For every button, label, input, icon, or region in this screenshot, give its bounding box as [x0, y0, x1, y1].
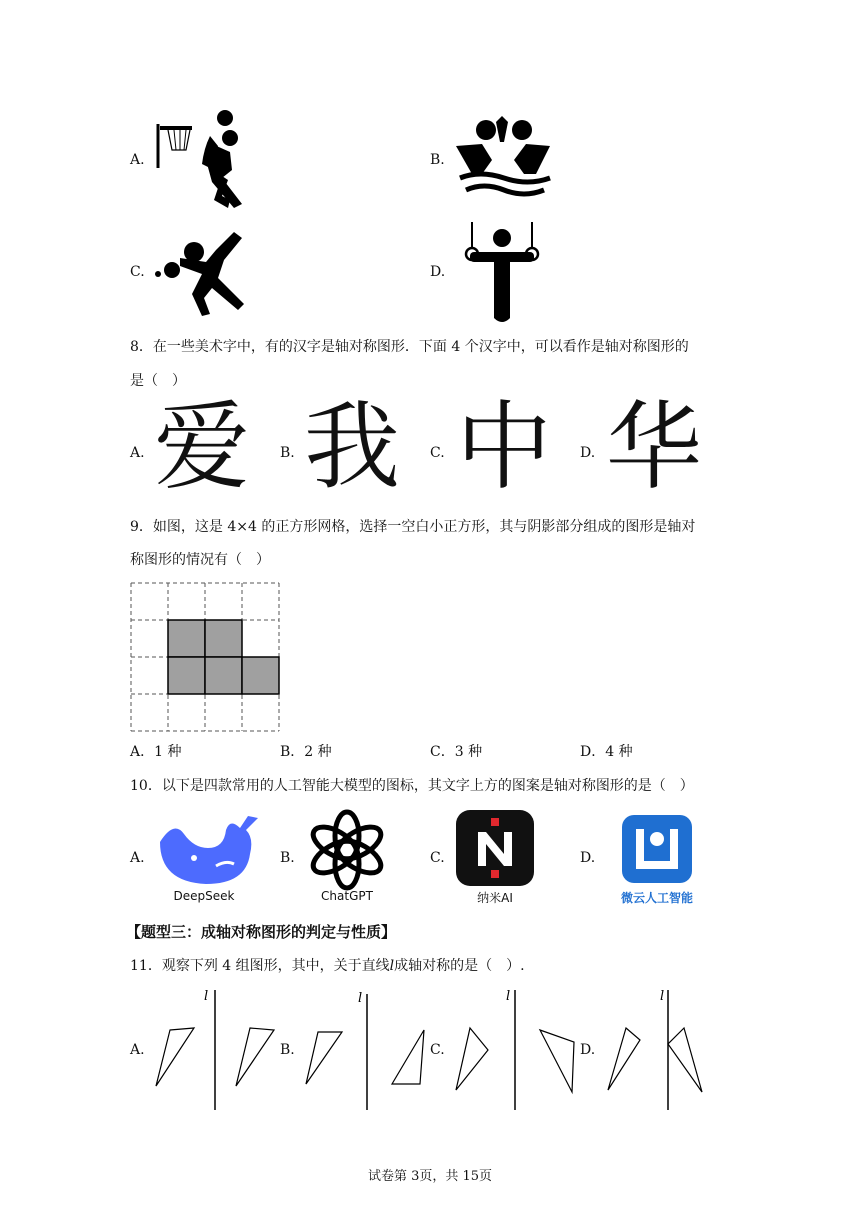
q10-option-a-label: A.	[130, 850, 145, 866]
q9-option-c: C．3 种	[430, 744, 483, 760]
grid-shaded-cell	[205, 620, 242, 657]
grid-shaded-cell	[168, 657, 205, 694]
q11-d-line-label: l	[660, 989, 665, 1004]
q11-figure-c	[450, 988, 580, 1112]
q8-stem-line1: 8．在一些美术字中，有的汉字是轴对称图形．下面 4 个汉字中，可以看作是轴对称图形的	[130, 339, 689, 355]
q8-option-b-label: B.	[280, 445, 295, 461]
q7-option-b-label: B.	[430, 152, 445, 168]
grid-shaded-cell	[242, 657, 279, 694]
q7-option-c-label: C.	[130, 264, 145, 280]
q7-option-a-label: A.	[130, 152, 145, 168]
q10-option-c-label: C.	[430, 850, 445, 866]
q11-stem	[130, 956, 525, 976]
basketball-player-icon	[152, 108, 262, 212]
q8-option-b-char: 我	[304, 391, 400, 503]
q10-option-d-label: D.	[580, 850, 596, 866]
q11-figure-b	[300, 988, 430, 1112]
q8-option-a-label: A.	[130, 445, 145, 461]
q11-figure-a	[150, 988, 280, 1112]
weiyun-ai-icon	[622, 815, 692, 883]
q11-option-a-label: A.	[130, 1042, 145, 1058]
q9-option-d: D．4 种	[580, 744, 633, 760]
q11-option-b-label: B.	[280, 1042, 295, 1058]
section-heading: 【题型三：成轴对称图形的判定与性质】	[126, 923, 397, 941]
water-polo-icon	[452, 116, 562, 206]
q8-option-d-char: 华	[606, 391, 702, 503]
grid-shaded-cell	[205, 657, 242, 694]
q8-option-c-label: C.	[430, 445, 445, 461]
q11-stem-part2: 成轴对称的是（ ）.	[394, 958, 525, 974]
q11-stem-part1: 11．观察下列 4 组图形，其中，关于直线	[130, 958, 390, 974]
q11-option-c-label: C.	[430, 1042, 445, 1058]
q10-caption-d: 微云人工智能	[620, 891, 693, 905]
q11-b-line-label: l	[358, 991, 363, 1006]
q10-caption-b: ChatGPT	[321, 889, 373, 903]
deepseek-whale-icon	[154, 808, 264, 888]
q10-caption-c: 纳米AI	[477, 891, 513, 905]
q10-caption-a: DeepSeek	[173, 889, 235, 903]
q8-option-c-char: 中	[456, 391, 552, 503]
q10-option-b-label: B.	[280, 850, 295, 866]
chatgpt-knot-icon	[305, 810, 389, 890]
q8-stem-line2: 是（ ）	[130, 373, 186, 389]
q8-option-a-char: 爱	[154, 391, 250, 503]
grid-shaded-cell	[168, 620, 205, 657]
q9-option-b: B．2 种	[280, 744, 332, 760]
q9-stem-line2: 称图形的情况有（ ）	[130, 552, 270, 568]
q7-option-d-label: D.	[430, 264, 446, 280]
q9-option-a: A．1 种	[130, 744, 182, 760]
square-grid-figure	[130, 582, 280, 730]
q11-option-d-label: D.	[580, 1042, 596, 1058]
q11-a-line-label: l	[204, 989, 209, 1004]
q8-option-d-label: D.	[580, 445, 596, 461]
nami-ai-icon	[456, 810, 534, 886]
q11-c-line-label: l	[506, 989, 511, 1004]
q9-stem-line1: 9．如图，这是 4×4 的正方形网格，选择一空白小正方形，其与阴影部分组成的图形是轴对	[130, 519, 696, 535]
table-tennis-player-icon	[154, 228, 278, 320]
q11-stem-italic-l: l	[389, 958, 395, 974]
q11-figure-d	[600, 988, 730, 1112]
rings-gymnast-icon	[462, 222, 542, 326]
q10-stem: 10．以下是四款常用的人工智能大模型的图标，其文字上方的图案是轴对称图形的是（ ）	[130, 778, 694, 794]
page-footer: 试卷第 3页，共 15页	[367, 1169, 493, 1184]
